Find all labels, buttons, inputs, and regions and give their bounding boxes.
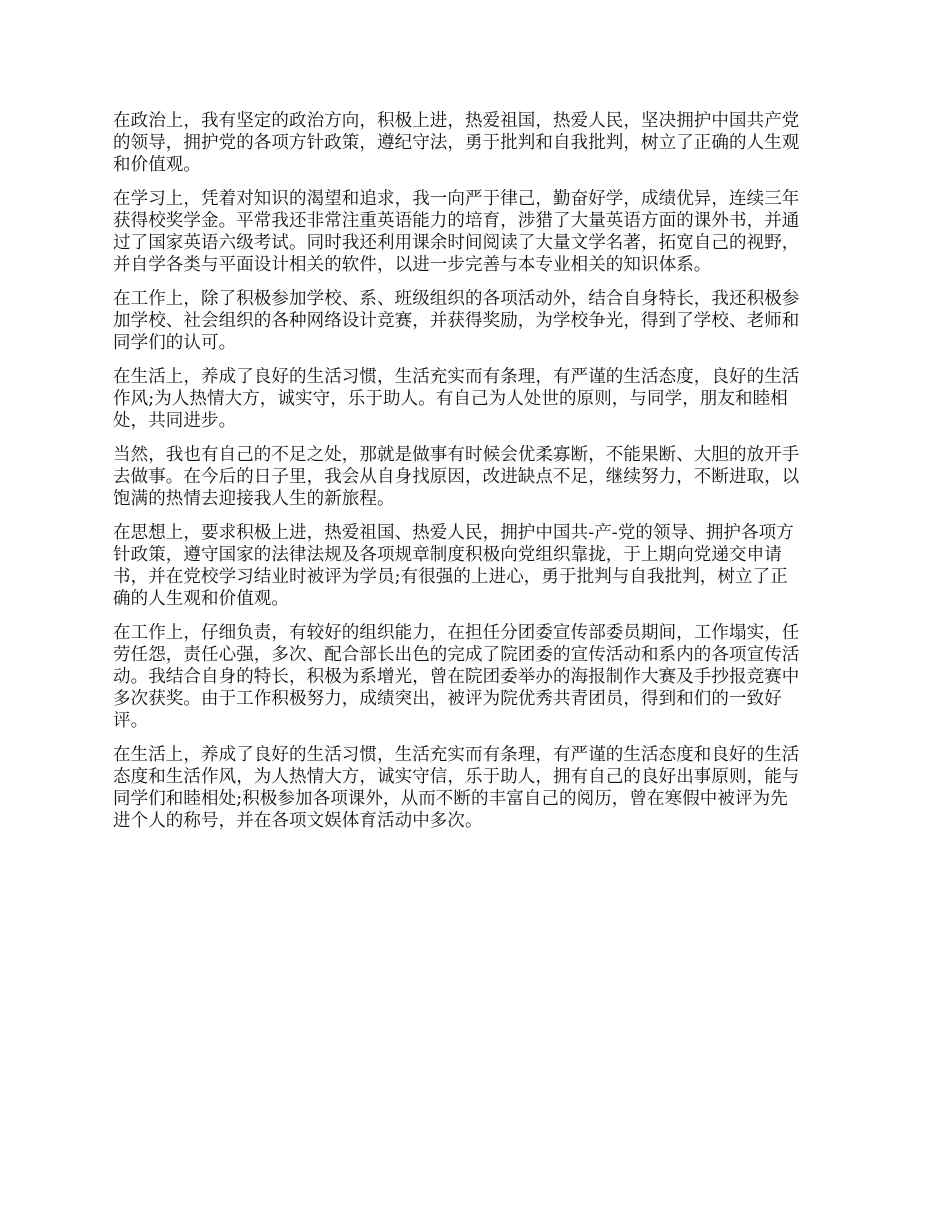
- paragraph-work: [113, 288, 841, 354]
- paragraph-shortcomings: [113, 444, 841, 510]
- text-line: 过了国家英语六级考试。同时我还利用课余时间阅读了大量文学名著，拓宽自己的视野，: [113, 233, 800, 253]
- text-line: 在生活上，养成了良好的生活习惯，生活充实而有条理，有严谨的生活态度和良好的生活: [113, 745, 800, 765]
- text-line: 加学校、社会组织的各种网络设计竞赛，并获得奖励，为学校争光，得到了学校、老师和: [113, 311, 800, 331]
- text-line: 和价值观。: [113, 155, 201, 175]
- text-line: 的领导，拥护党的各项方针政策，遵纪守法，勇于批判和自我批判，树立了正确的人生观: [113, 133, 800, 153]
- paragraph-politics: [113, 110, 841, 176]
- text-line: 进个人的称号，并在各项文娱体育活动中多次。: [113, 811, 483, 831]
- text-line: 态度和生活作风，为人热情大方，诚实守信，乐于助人，拥有自己的良好出事原则，能与: [113, 767, 800, 787]
- text-line: 针政策，遵守国家的法律法规及各项规章制度积极向党组织靠拢，于上期向党递交申请: [113, 545, 782, 565]
- paragraph-life: [113, 366, 841, 432]
- text-line: 评。: [113, 711, 149, 731]
- text-line: 同学们和睦相处;积极参加各项课外，从而不断的丰富自己的阅历，曾在寒假中被评为先: [113, 789, 788, 809]
- text-line: 书，并在党校学习结业时被评为学员;有很强的上进心，勇于批判与自我批判，树立了正: [113, 567, 788, 587]
- text-line: 在工作上，除了积极参加学校、系、班级组织的各项活动外，结合自身特长，我还积极参: [113, 289, 800, 309]
- text-line: 动。我结合自身的特长，积极为系增光，曾在院团委举办的海报制作大赛及手抄报竞赛中: [113, 667, 800, 687]
- document-body: [113, 110, 841, 844]
- text-line: 饱满的热情去迎接我人生的新旅程。: [113, 489, 395, 509]
- text-line: 去做事。在今后的日子里，我会从自身找原因，改进缺点不足，继续努力，不断进取，以: [113, 467, 800, 487]
- text-line: 多次获奖。由于工作积极努力，成绩突出，被评为院优秀共青团员，得到和们的一致好: [113, 689, 782, 709]
- text-line: 在工作上，仔细负责，有较好的组织能力，在担任分团委宣传部委员期间，工作塌实，任: [113, 623, 800, 643]
- text-line: 当然，我也有自己的不足之处，那就是做事有时候会优柔寡断，不能果断、大胆的放开手: [113, 445, 800, 465]
- text-line: 处，共同进步。: [113, 411, 237, 431]
- text-line: 劳任怨，责任心强，多次、配合部长出色的完成了院团委的宣传活动和系内的各项宣传活: [113, 645, 800, 665]
- text-line: 在学习上，凭着对知识的渴望和追求，我一向严于律己，勤奋好学，成绩优异，连续三年: [113, 189, 800, 209]
- text-line: 确的人生观和价值观。: [113, 589, 289, 609]
- paragraph-study: [113, 188, 841, 276]
- paragraph-thought: [113, 522, 841, 610]
- text-line: 在思想上，要求积极上进，热爱祖国、热爱人民，拥护中国共-产-党的领导、拥护各项方: [113, 523, 794, 543]
- text-line: 在政治上，我有坚定的政治方向，积极上进，热爱祖国，热爱人民，坚决拥护中国共产党: [113, 111, 800, 131]
- text-line: 作风;为人热情大方，诚实守，乐于助人。有自己为人处世的原则，与同学，朋友和睦相: [113, 389, 788, 409]
- text-line: 在生活上，养成了良好的生活习惯，生活充实而有条理，有严谨的生活态度，良好的生活: [113, 367, 800, 387]
- text-line: 并自学各类与平面设计相关的软件，以进一步完善与本专业相关的知识体系。: [113, 255, 712, 275]
- text-line: 获得校奖学金。平常我还非常注重英语能力的培育，涉猎了大量英语方面的课外书，并通: [113, 211, 800, 231]
- paragraph-life-2: [113, 744, 841, 832]
- text-line: 同学们的认可。: [113, 333, 237, 353]
- paragraph-work-2: [113, 622, 841, 732]
